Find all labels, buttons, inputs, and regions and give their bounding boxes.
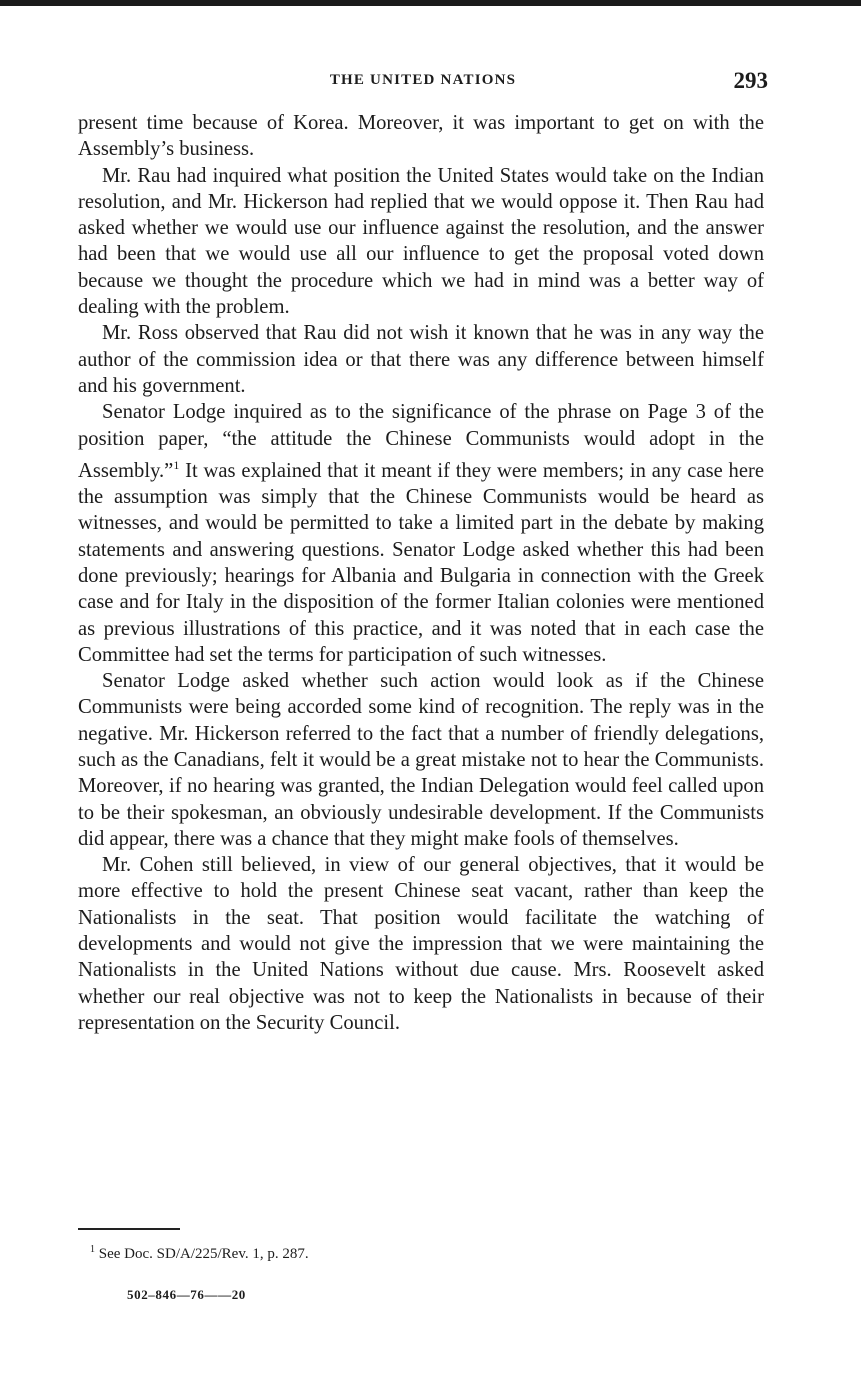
paragraph-4-part-2: It was explained that it meant if they were members; in any case here the assumption was simply that the Chinese Communists would be heard as witnesses, and would be permitted to take a limited part in the debate by making statements and answering questions. Senator Lodge asked whether this had been done previously; hearings for Albania and Bulgaria in connection with the Greek case and for Italy in the disposition of the former Italian colonies were mentioned as previous illustrations of this practice, and it was noted that in each case the Committee had set the terms for participation of such witnesses.	[78, 459, 764, 666]
paragraph-2: Mr. Rau had inquired what position the United States would take on the Indian resolution, and Mr. Hickerson had replied that we would oppose it. Then Rau had asked whether we would use our influence against the resolution, and the answer had been that we would use all our influence to get the proposal voted down because we thought the procedure which we had in mind was a better way of dealing with the problem.	[78, 164, 764, 319]
paragraph-3: Mr. Ross observed that Rau did not wish it known that he was in any way the author of the commission idea or that there was any difference between himself and his government.	[78, 322, 764, 397]
footnote-marker: 1	[90, 1244, 95, 1255]
footnote-rule	[78, 1228, 180, 1230]
paragraph-4	[78, 399, 764, 668]
running-head: THE UNITED NATIONS	[329, 72, 517, 88]
footnote-text: See Doc. SD/A/225/Rev. 1, p. 287.	[95, 1246, 309, 1262]
paragraph-1: present time because of Korea. Moreover, it was important to get on with the Assembly’s business.	[78, 112, 764, 161]
paragraph-6: Mr. Cohen still believed, in view of our general objectives, that it would be more effective to hold the present Chinese seat vacant, rather than keep the Nationalists in the seat. That position would facilitate the watching of developments and would not give the impression that we were maintaining the Nationalists in the United Nations without due cause. Mrs. Roosevelt asked whether our real objective was not to keep the Nationalists in because of their representation on the Security Council.	[78, 854, 764, 1034]
paragraph-5: Senator Lodge asked whether such action would look as if the Chinese Communists were being accorded some kind of recognition. The reply was in the negative. Mr. Hickerson referred to the fact that a number of friendly delegations, such as the Canadians, felt it would be a great mistake not to hear the Communists. Moreover, if no hearing was granted, the Indian Delegation would feel called upon to be their spokesman, an obviously undesirable development. If the Communists did appear, there was a chance that they might make fools of themselves.	[78, 670, 764, 850]
top-border-rule	[0, 0, 861, 6]
page-number: 293	[733, 68, 768, 93]
paragraph-4-part-1: Senator Lodge inquired as to the significance of the phrase on Page 3 of the position paper, “the attitude the Chinese Communists would adopt in the Assembly.”	[78, 401, 764, 482]
print-code: 502–846—76——20	[127, 1287, 246, 1302]
body-text	[78, 110, 764, 1036]
page-header	[78, 68, 768, 98]
footnote	[90, 1240, 309, 1264]
footnote-reference: 1	[173, 457, 180, 472]
